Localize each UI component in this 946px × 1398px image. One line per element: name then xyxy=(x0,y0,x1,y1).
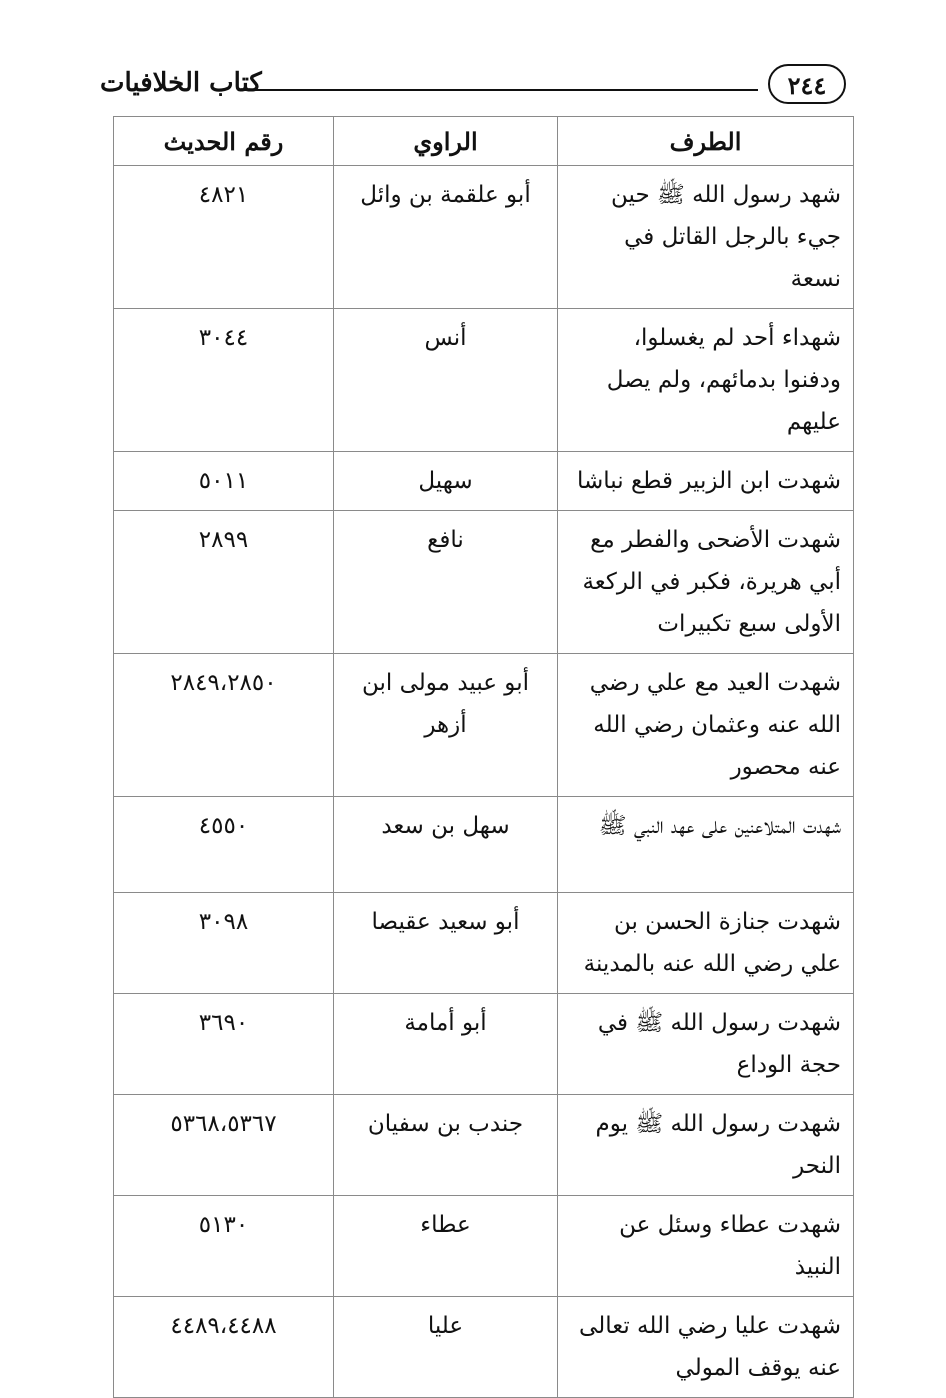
taraf-cell: شهدت المتلاعنين على عهد النبي ﷺ xyxy=(558,797,854,893)
hadith-number-cell: ٣٠٤٤ xyxy=(114,309,334,452)
hadith-number-cell: ٥٠١١ xyxy=(114,452,334,511)
table-row xyxy=(114,994,854,1095)
rawi-cell: أبو عبيد مولى ابن أزهر xyxy=(334,654,558,797)
table-row xyxy=(114,1095,854,1196)
table-row xyxy=(114,1297,854,1398)
table-row xyxy=(114,309,854,452)
rawi-cell: سهيل xyxy=(334,452,558,511)
taraf-cell: شهدت رسول الله ﷺ يوم النحر xyxy=(558,1095,854,1196)
taraf-cell: شهداء أحد لم يغسلوا، ودفنوا بدمائهم، ولم يصل عليهم xyxy=(558,309,854,452)
book-title: كتاب الخلافيات xyxy=(100,68,262,98)
hadith-number-cell: ٣٦٩٠ xyxy=(114,994,334,1095)
header-rule xyxy=(240,89,758,91)
rawi-cell: أبو علقمة بن وائل xyxy=(334,166,558,309)
hadith-number-cell: ٢٨٤٩،٢٨٥٠ xyxy=(114,654,334,797)
rawi-cell: أبو سعيد عقيصا xyxy=(334,893,558,994)
hadith-number-cell: ٤٥٥٠ xyxy=(114,797,334,893)
table-row xyxy=(114,654,854,797)
rawi-cell: عليا xyxy=(334,1297,558,1398)
rawi-cell: جندب بن سفيان xyxy=(334,1095,558,1196)
page-header xyxy=(100,62,846,110)
hadith-number-cell: ٤٨٢١ xyxy=(114,166,334,309)
taraf-cell: شهدت ابن الزبير قطع نباشا xyxy=(558,452,854,511)
hadith-number-cell: ٥١٣٠ xyxy=(114,1196,334,1297)
hadith-index-table xyxy=(113,116,854,1398)
table-row xyxy=(114,797,854,893)
column-header-taraf: الطرف xyxy=(558,117,854,166)
taraf-cell: شهدت عطاء وسئل عن النبيذ xyxy=(558,1196,854,1297)
rawi-cell: أنس xyxy=(334,309,558,452)
page-number: ٢٤٤ xyxy=(768,64,846,104)
table-row xyxy=(114,511,854,654)
rawi-cell: عطاء xyxy=(334,1196,558,1297)
taraf-cell: شهد رسول الله ﷺ حين جيء بالرجل القاتل في نسعة xyxy=(558,166,854,309)
taraf-cell: شهدت رسول الله ﷺ في حجة الوداع xyxy=(558,994,854,1095)
hadith-number-cell: ٤٤٨٩،٤٤٨٨ xyxy=(114,1297,334,1398)
table-header-row xyxy=(114,117,854,166)
rawi-cell: سهل بن سعد xyxy=(334,797,558,893)
hadith-number-cell: ٣٠٩٨ xyxy=(114,893,334,994)
rawi-cell: أبو أمامة xyxy=(334,994,558,1095)
rawi-cell: نافع xyxy=(334,511,558,654)
taraf-cell: شهدت جنازة الحسن بن علي رضي الله عنه بالمدينة xyxy=(558,893,854,994)
column-header-number: رقم الحديث xyxy=(114,117,334,166)
column-header-rawi: الراوي xyxy=(334,117,558,166)
table-row xyxy=(114,893,854,994)
hadith-number-cell: ٢٨٩٩ xyxy=(114,511,334,654)
table-row xyxy=(114,166,854,309)
table-row xyxy=(114,1196,854,1297)
hadith-index-table-wrapper xyxy=(113,116,853,1398)
taraf-cell: شهدت العيد مع علي رضي الله عنه وعثمان رضي الله عنه محصور xyxy=(558,654,854,797)
taraf-cell: شهدت الأضحى والفطر مع أبي هريرة، فكبر في الركعة الأولى سبع تكبيرات xyxy=(558,511,854,654)
taraf-cell: شهدت عليا رضي الله تعالى عنه يوقف المولي xyxy=(558,1297,854,1398)
hadith-number-cell: ٥٣٦٨،٥٣٦٧ xyxy=(114,1095,334,1196)
table-row xyxy=(114,452,854,511)
